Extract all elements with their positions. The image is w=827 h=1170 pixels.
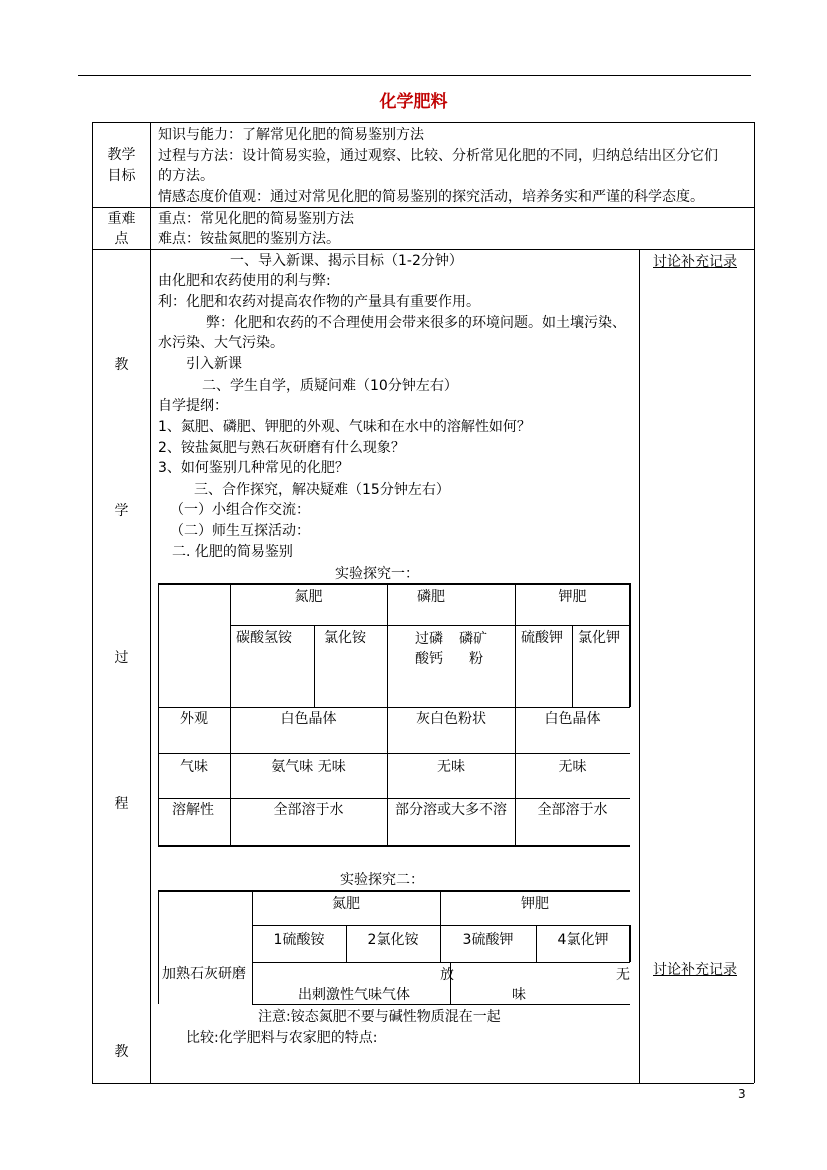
process-line: 由化肥和农药使用的利与弊:	[158, 273, 331, 289]
section-intro-heading: 一、导入新课、揭示目标（1-2分钟）	[230, 253, 463, 269]
exp2-sub-potassium-chloride: 4氯化钾	[557, 932, 609, 948]
process-label-char-4: 程	[114, 796, 129, 812]
process-line: 弊：化肥和农药的不合理使用会带来很多的环境问题。如土壤污染、	[206, 315, 626, 331]
exp1-sub-potassium-sulfate: 硫酸钾	[521, 630, 563, 646]
exp1-sub-ammonium-bicarbonate: 碳酸氢铵	[236, 630, 292, 646]
process-line: 水污染、大气污染。	[158, 335, 284, 351]
process-line: （一）小组合作交流：	[170, 502, 310, 518]
exp1-sub-phosphate-rock-2: 粉	[469, 651, 483, 667]
objectives-label-1: 教学	[107, 147, 136, 163]
side-note-bottom: 讨论补充记录	[653, 962, 737, 978]
process-label-char-5: 教	[114, 1044, 129, 1060]
exp1-header-potassium: 钾肥	[558, 589, 587, 605]
process-line: 自学提纲：	[158, 398, 228, 414]
process-label-char-2: 学	[114, 503, 129, 519]
header-rule	[78, 75, 751, 76]
page-title: 化学肥料	[379, 92, 448, 112]
exp1-header-nitrogen: 氮肥	[294, 589, 323, 605]
objectives-label-2: 目标	[107, 168, 136, 184]
experiment1-caption: 实验探究一：	[335, 566, 419, 582]
experiment2-caption: 实验探究二：	[340, 872, 424, 888]
objective-process: 过程与方法：设计简易实验，通过观察、比较、分析常见化肥的不同，归纳总结出区分它们	[158, 148, 718, 164]
exp2-sub-ammonium-sulfate: 1硫酸铵	[273, 932, 325, 948]
exp2-result-nitrogen-1: 放	[440, 967, 454, 983]
exp1-odor-nitrogen: 氨气味 无味	[271, 759, 346, 775]
exp2-row-label-lime-grinding: 加熟石灰研磨	[162, 966, 246, 982]
exp1-appearance-phosphorus: 灰白色粉状	[416, 711, 486, 727]
exp2-result-potassium-2: 味	[512, 987, 526, 1003]
study-question-1: 1、氮肥、磷肥、钾肥的外观、气味和在水中的溶解性如何？	[158, 419, 531, 435]
exp2-header-nitrogen: 氮肥	[332, 896, 360, 912]
exp1-row-label-solubility: 溶解性	[172, 802, 214, 818]
exp1-odor-phosphorus: 无味	[437, 759, 465, 775]
process-line: 二. 化肥的简易鉴别	[172, 544, 293, 560]
study-question-3: 3、如何鉴别几种常见的化肥？	[158, 460, 349, 476]
side-note-top: 讨论补充记录	[653, 254, 737, 270]
exp1-header-phosphorus: 磷肥	[417, 589, 445, 605]
exp2-result-potassium-1: 无	[616, 967, 630, 983]
process-label-char-3: 过	[114, 650, 129, 666]
process-line: 利：化肥和农药对提高农作物的产量具有重要作用。	[158, 294, 480, 310]
exp1-appearance-potassium: 白色晶体	[544, 711, 601, 727]
safety-note: 注意:铵态氮肥不要与碱性物质混在一起	[258, 1009, 501, 1025]
exp2-header-potassium: 钾肥	[521, 896, 549, 912]
page-number: 3	[738, 1087, 746, 1101]
keypoints-label-1: 重难	[107, 211, 136, 227]
exp1-sub-superphosphate-2: 酸钙	[415, 651, 443, 667]
exp2-result-nitrogen-2: 出刺激性气味气体	[298, 987, 410, 1003]
exp2-sub-ammonium-chloride: 2氯化铵	[367, 932, 419, 948]
exp1-row-label-appearance: 外观	[180, 711, 208, 727]
objective-knowledge: 知识与能力：了解常见化肥的简易鉴别方法	[158, 127, 424, 143]
exp1-solubility-phosphorus: 部分溶或大多不溶	[395, 802, 507, 818]
section-selfstudy-heading: 二、学生自学，质疑问难（10分钟左右）	[202, 378, 458, 394]
compare-line: 比较:化学肥料与农家肥的特点:	[186, 1030, 378, 1046]
exp1-sub-ammonium-chloride: 氯化铵	[324, 630, 366, 646]
keypoints-label-2: 点	[114, 231, 129, 247]
key-point: 重点：常见化肥的简易鉴别方法	[158, 211, 354, 227]
objective-attitude: 情感态度价值观：通过对常见化肥的简易鉴别的探究活动，培养务实和严谨的科学态度。	[158, 189, 704, 205]
exp2-sub-potassium-sulfate: 3硫酸钾	[462, 932, 514, 948]
exp1-row-label-odor: 气味	[180, 759, 208, 775]
exp1-solubility-nitrogen: 全部溶于水	[273, 802, 344, 818]
exp1-solubility-potassium: 全部溶于水	[537, 802, 608, 818]
exp1-appearance-nitrogen: 白色晶体	[280, 711, 337, 727]
difficult-point: 难点：铵盐氮肥的鉴别方法。	[158, 231, 340, 247]
exp1-sub-phosphate-rock-1: 磷矿	[459, 631, 487, 647]
process-label-char-1: 教	[114, 357, 129, 373]
study-question-2: 2、铵盐氮肥与熟石灰研磨有什么现象？	[158, 440, 405, 456]
section-cooperate-heading: 三、合作探究，解决疑难（15分钟左右）	[194, 482, 450, 498]
exp1-sub-potassium-chloride: 氯化钾	[578, 630, 620, 646]
objective-process-cont: 的方法。	[158, 168, 214, 184]
process-line: 引入新课	[186, 356, 242, 372]
process-line: （二）师生互探活动：	[170, 523, 310, 539]
exp1-odor-potassium: 无味	[558, 759, 587, 775]
exp1-sub-superphosphate-1: 过磷	[415, 631, 443, 647]
